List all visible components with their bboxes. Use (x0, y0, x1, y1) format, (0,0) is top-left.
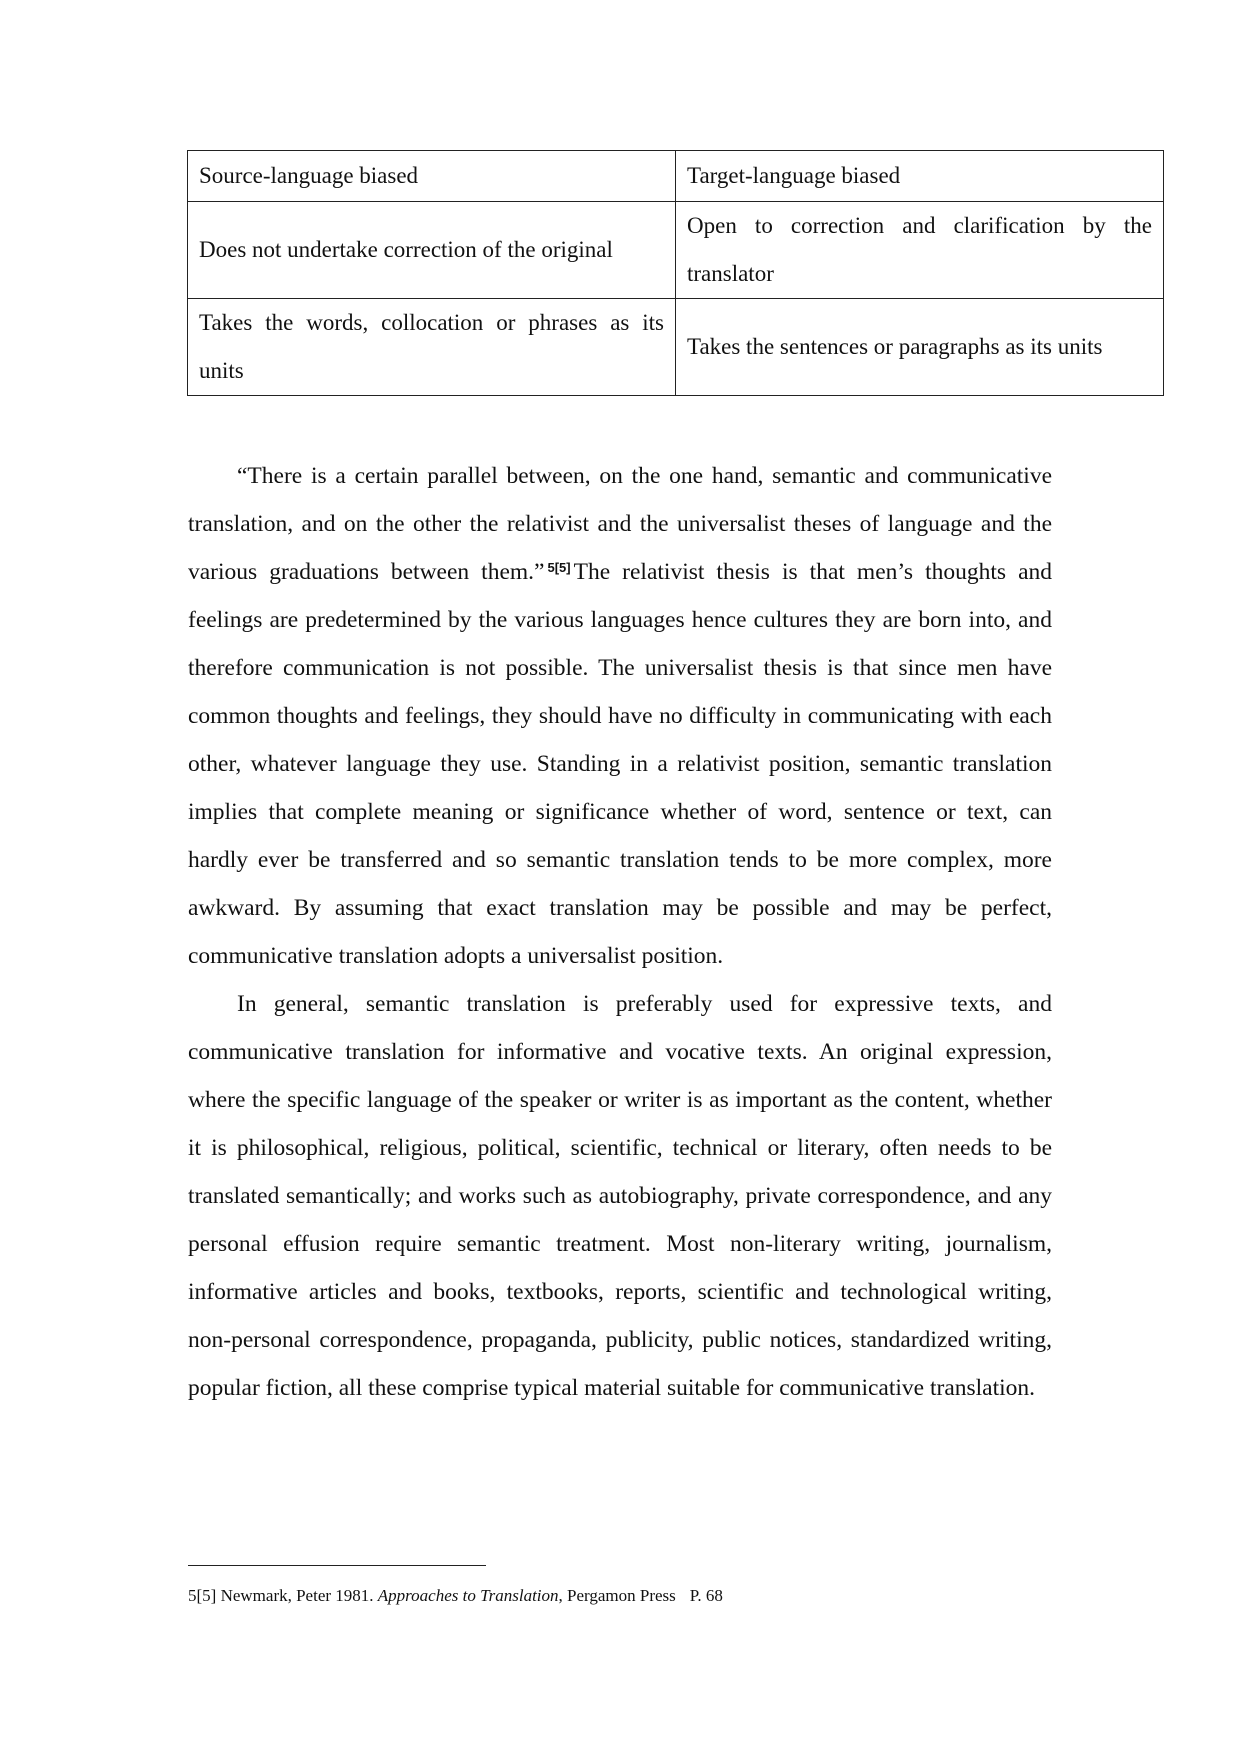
footnote-divider (188, 1565, 486, 1566)
table-cell: Source-language biased (188, 151, 676, 202)
paragraph: In general, semantic translation is preferably used for expressive texts, and communicative translation for informative and vocative texts. An original expression, where the specific language of the speaker or writer is as important as the content, whether it is philosophical, religious, political, scientific, technical or literary, often needs to be translated semantically; and works such as autobiography, private correspondence, and any personal effusion require semantic treatment. Most non-literary writing, journalism, informative articles and books, textbooks, reports, scientific and technological writing, non-personal correspondence, propaganda, publicity, public notices, standardized writing, popular fiction, all these comprise typical material suitable for communicative translation. (188, 991, 1052, 1401)
table-cell: Takes the sentences or paragraphs as its units (676, 299, 1164, 396)
footnote-publisher: , Pergamon Press (558, 1586, 676, 1605)
table-row (188, 151, 1164, 202)
comparison-table (187, 150, 1164, 396)
footnote-page: P. 68 (689, 1586, 723, 1605)
footnote-reference: 5[5] (547, 560, 571, 575)
body-text (188, 452, 1052, 1412)
footnote-marker: 5[5] (188, 1586, 217, 1605)
paragraph-text: “There is a certain parallel between, on the one hand, semantic and communicative translation, and on the other the relativist and the universalist theses of language and the various graduations between them.” (188, 463, 1052, 585)
table-cell: Target-language biased (676, 151, 1164, 202)
table-row (188, 202, 1164, 299)
footnote (188, 1584, 723, 1608)
table-row (188, 299, 1164, 396)
table-cell: Open to correction and clarification by the translator (676, 202, 1164, 299)
footnote-book-title: Approaches to Translation (377, 1586, 559, 1605)
table-cell: Does not undertake correction of the original (188, 202, 676, 299)
paragraph (188, 452, 1052, 980)
paragraph-text: The relativist thesis is that men’s thoughts and feelings are predetermined by the various languages hence cultures they are born into, and therefore communication is not possible. The universalist thesis is that since men have common thoughts and feelings, they should have no difficulty in communicating with each other, whatever language they use. Standing in a relativist position, semantic translation implies that complete meaning or significance whether of word, sentence or text, can hardly ever be transferred and so semantic translation tends to be more complex, more awkward. By assuming that exact translation may be possible and may be perfect, communicative translation adopts a universalist position. (188, 559, 1052, 969)
table-cell: Takes the words, collocation or phrases as its units (188, 299, 676, 396)
footnote-author: Newmark, Peter 1981. (220, 1586, 374, 1605)
